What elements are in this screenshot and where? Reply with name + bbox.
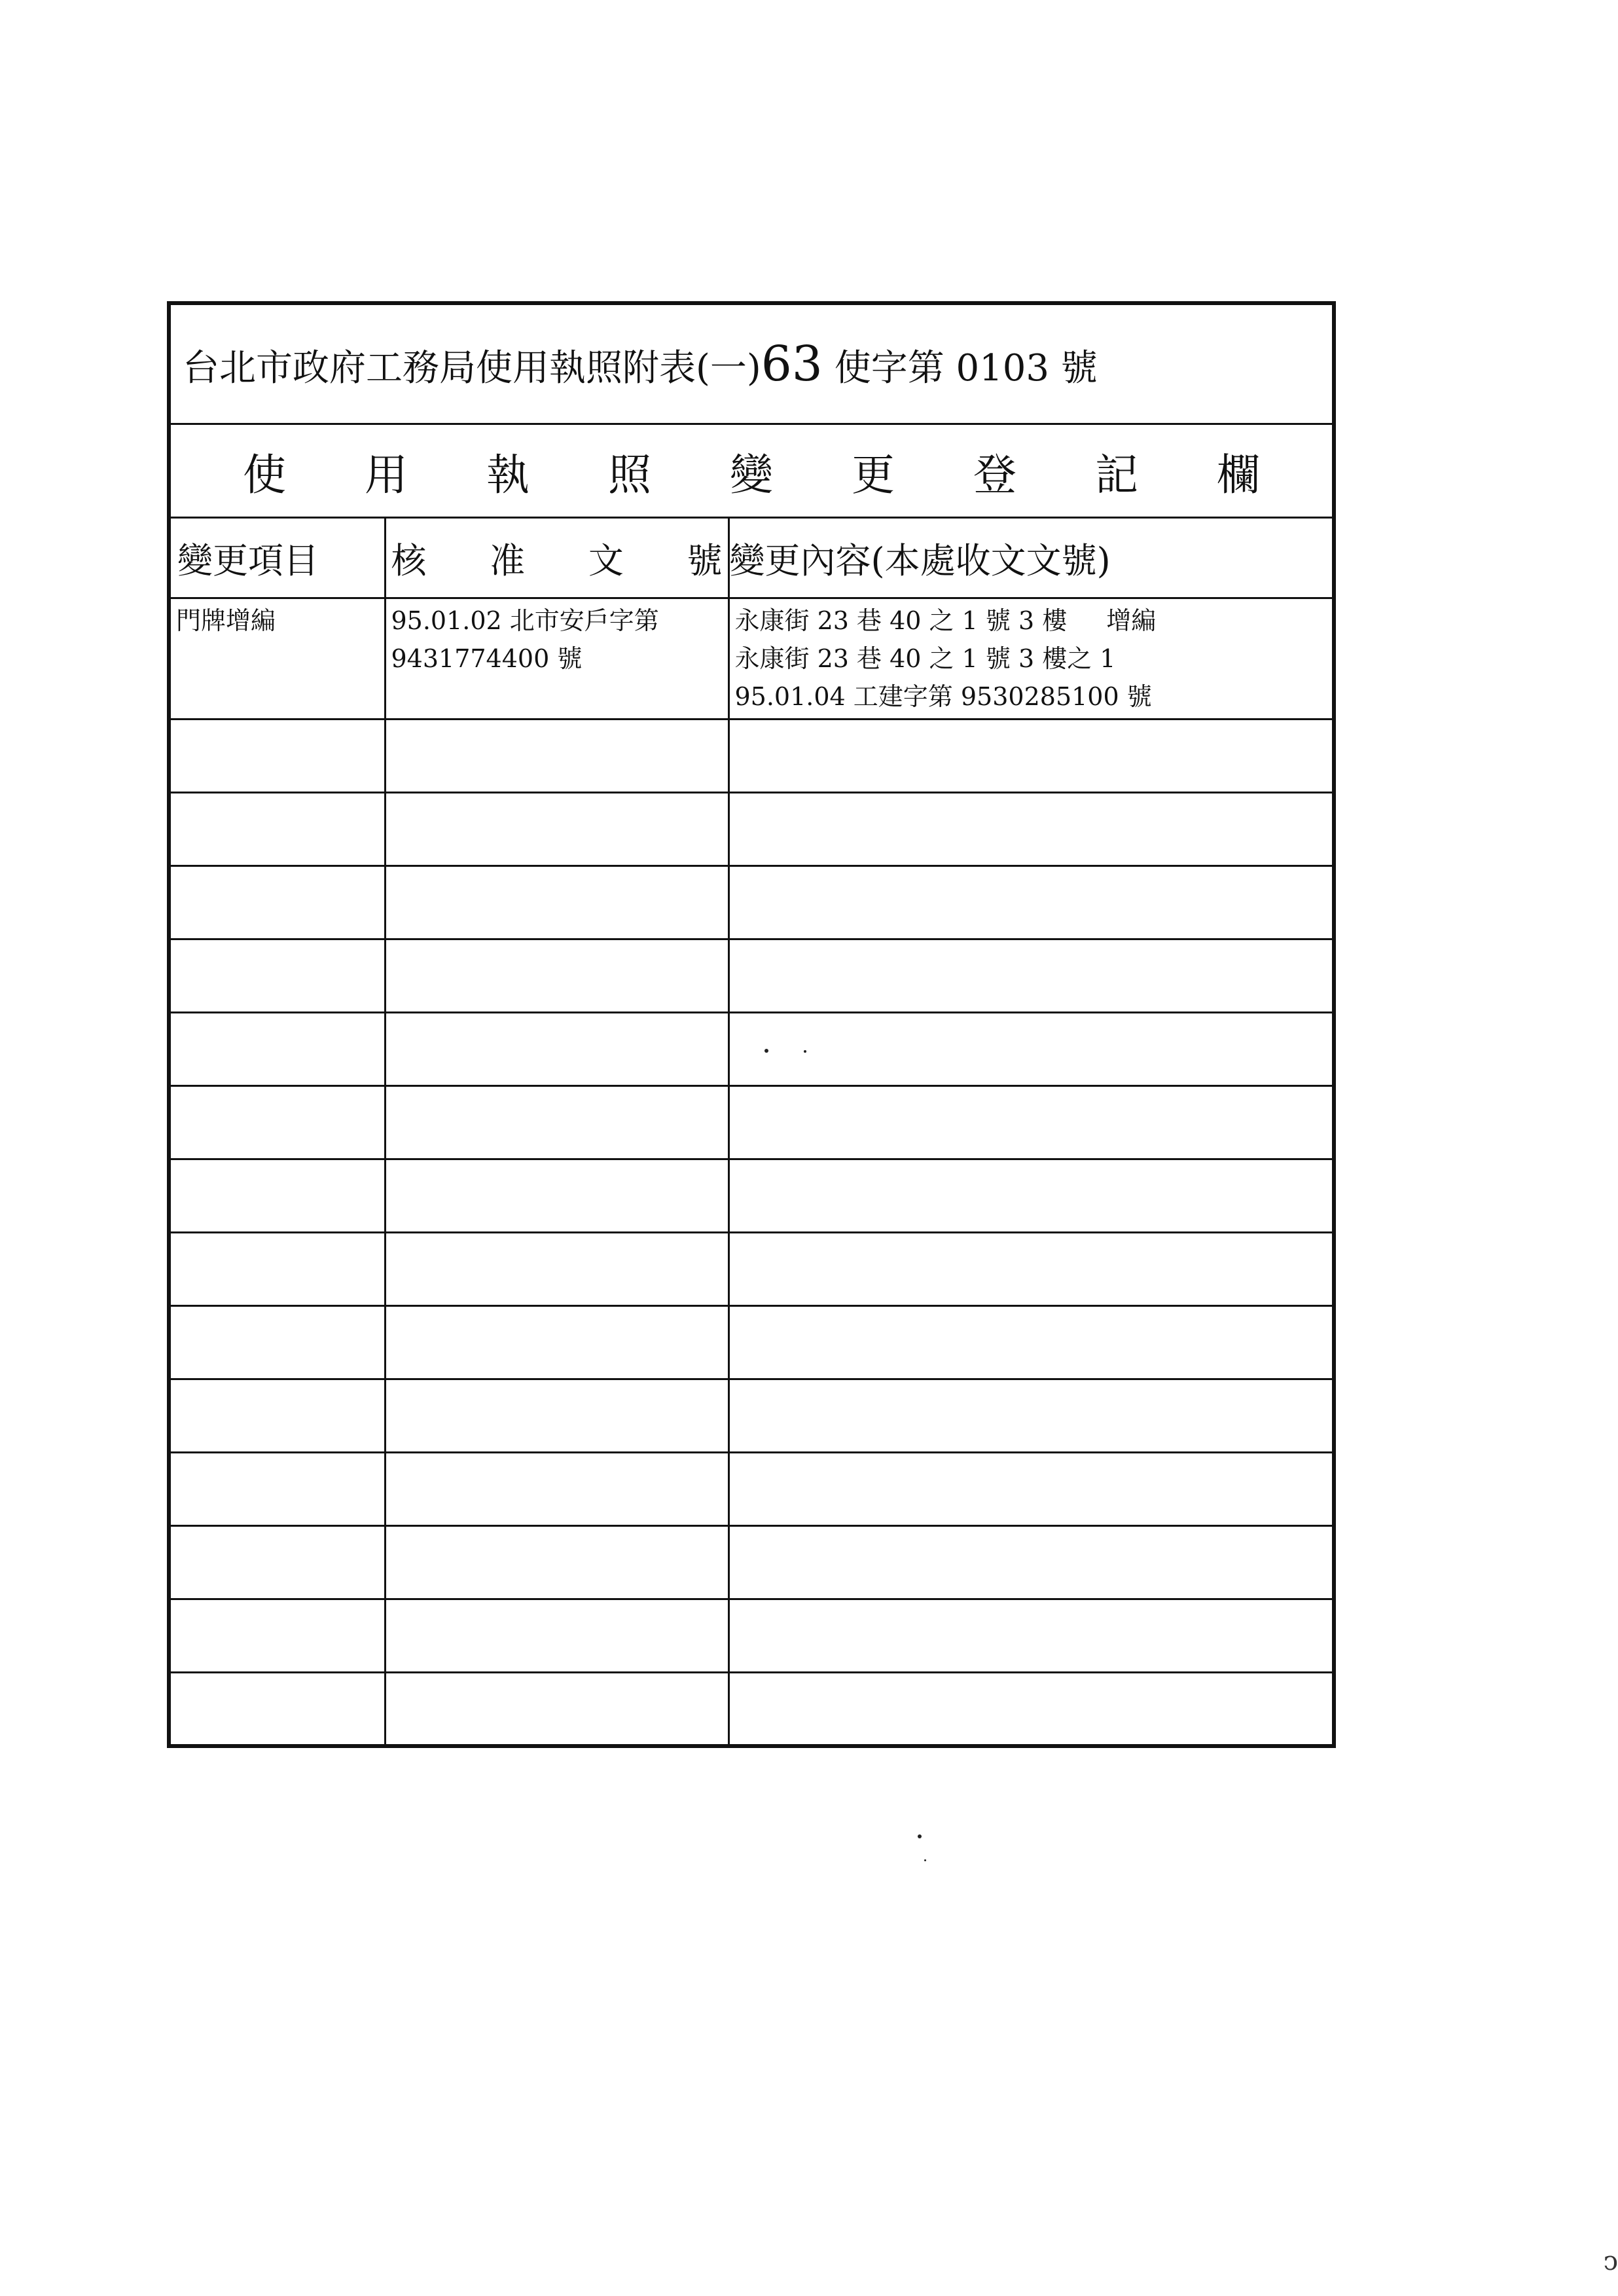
empty-row: [169, 1306, 1334, 1379]
empty-cell-doc: [385, 793, 728, 866]
empty-cell-content: [728, 1599, 1334, 1673]
header-doc-char: 准: [490, 539, 526, 581]
empty-cell-content: [728, 1453, 1334, 1526]
empty-cell-item: [169, 720, 385, 793]
header-approval-doc-label: [386, 533, 728, 583]
empty-row: [169, 1526, 1334, 1599]
empty-cell-doc: [385, 1086, 728, 1159]
row-approval-doc: [385, 598, 728, 720]
empty-cell-content: [728, 1086, 1334, 1159]
empty-cell-content: [728, 720, 1334, 793]
empty-cell-item: [169, 866, 385, 939]
empty-cell-content: [728, 939, 1334, 1013]
empty-cell-doc: [385, 1673, 728, 1746]
row-change-item: [169, 598, 385, 720]
row-approval-doc-line: 9431774400 號: [391, 644, 583, 673]
subtitle-text: [171, 440, 1332, 502]
empty-row: [169, 866, 1334, 939]
row-change-content-line: 95.01.04 工建字第 9530285100 號: [734, 682, 1152, 711]
empty-row: [169, 720, 1334, 793]
empty-cell-content: [728, 1306, 1334, 1379]
empty-cell-content: [728, 1233, 1334, 1306]
empty-row: [169, 1159, 1334, 1233]
empty-row: [169, 1453, 1334, 1526]
subtitle-char: 執: [486, 449, 530, 500]
empty-cell-doc: [385, 1453, 728, 1526]
subtitle-char: 更: [852, 449, 895, 500]
empty-cell-content: [728, 1673, 1334, 1746]
subtitle-char: 照: [608, 449, 651, 500]
scan-speck: [804, 1050, 806, 1053]
empty-cell-doc: [385, 939, 728, 1013]
empty-cell-doc: [385, 1379, 728, 1453]
header-doc-char: 核: [391, 539, 427, 581]
row-change-content-address: 永康街 23 巷 40 之 1 號 3 樓: [734, 606, 1068, 635]
empty-row: [169, 1599, 1334, 1673]
empty-cell-content: [728, 793, 1334, 866]
empty-cell-item: [169, 793, 385, 866]
subtitle-char: 使: [243, 449, 286, 500]
form-title: [169, 303, 1334, 424]
subtitle-char: 欄: [1217, 449, 1260, 500]
empty-row: [169, 1379, 1334, 1453]
empty-cell-doc: [385, 720, 728, 793]
row-change-content-tag: 增編: [1106, 606, 1157, 635]
empty-cell-doc: [385, 1599, 728, 1673]
table-row: [169, 598, 1334, 720]
empty-cell-content: [728, 1379, 1334, 1453]
empty-row: [169, 1013, 1334, 1086]
page-edge-mark: ↄ: [1603, 2246, 1618, 2276]
empty-cell-item: [169, 1013, 385, 1086]
subtitle-char: 變: [730, 449, 773, 500]
scan-speck: [764, 1049, 768, 1053]
empty-cell-content: [728, 866, 1334, 939]
header-change-item-label: 變更項目: [177, 539, 319, 581]
empty-row: [169, 939, 1334, 1013]
empty-cell-doc: [385, 866, 728, 939]
empty-cell-content: [728, 1526, 1334, 1599]
scan-speck: [918, 1834, 922, 1838]
empty-cell-doc: [385, 1306, 728, 1379]
title-number: 63: [761, 336, 823, 392]
row-change-content-line: 永康街 23 巷 40 之 1 號 3 樓之 1: [734, 644, 1116, 673]
header-approval-doc: [385, 518, 728, 598]
empty-cell-item: [169, 1599, 385, 1673]
subtitle-char: 用: [365, 449, 408, 500]
form-subtitle: [169, 424, 1334, 518]
empty-cell-item: [169, 939, 385, 1013]
empty-cell-item: [169, 1086, 385, 1159]
header-change-item: [169, 518, 385, 598]
empty-cell-item: [169, 1379, 385, 1453]
empty-cell-content: [728, 1013, 1334, 1086]
empty-cell-item: [169, 1233, 385, 1306]
scan-speck: [924, 1859, 926, 1861]
empty-row: [169, 1233, 1334, 1306]
empty-cell-content: [728, 1159, 1334, 1233]
empty-cell-doc: [385, 1233, 728, 1306]
empty-cell-item: [169, 1673, 385, 1746]
header-change-content: [728, 518, 1334, 598]
subtitle-char: 記: [1095, 449, 1138, 500]
empty-cell-item: [169, 1453, 385, 1526]
title-prefix: 台北市政府工務局使用執照附表(一): [183, 347, 761, 390]
title-suffix: 使字第 0103 號: [834, 347, 1098, 390]
header-doc-char: 號: [687, 539, 723, 581]
row-change-item-text: 門牌增編: [176, 606, 276, 635]
header-doc-char: 文: [588, 539, 624, 581]
empty-cell-doc: [385, 1013, 728, 1086]
empty-cell-doc: [385, 1526, 728, 1599]
header-change-content-label: 變更內容(本處收文文號): [729, 539, 1111, 581]
empty-cell-item: [169, 1306, 385, 1379]
subtitle-char: 登: [973, 449, 1016, 500]
empty-cell-item: [169, 1159, 385, 1233]
empty-row: [169, 1086, 1334, 1159]
change-registration-form: [167, 301, 1336, 1748]
empty-row: [169, 793, 1334, 866]
empty-cell-item: [169, 1526, 385, 1599]
empty-row: [169, 1673, 1334, 1746]
row-change-content-line: [735, 602, 1327, 640]
empty-cell-doc: [385, 1159, 728, 1233]
row-change-content: [728, 598, 1334, 720]
row-approval-doc-line: 95.01.02 北市安戶字第: [391, 606, 659, 635]
